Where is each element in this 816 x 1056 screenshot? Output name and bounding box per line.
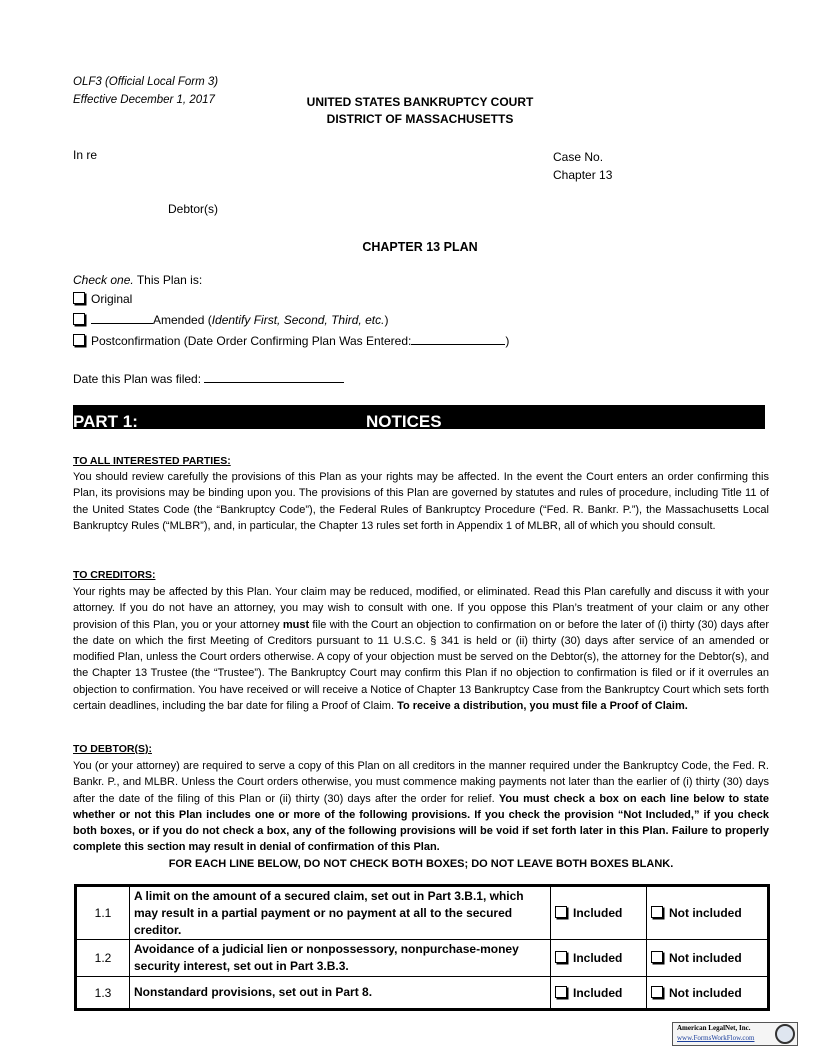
- plan-title: CHAPTER 13 PLAN: [362, 240, 478, 254]
- debtors-label: Debtor(s): [168, 202, 219, 216]
- postconfirmation-close: ): [505, 334, 510, 348]
- included-label: Included: [573, 985, 623, 1000]
- not-included-label: Not included: [669, 985, 742, 1000]
- not-included-option[interactable]: [647, 977, 769, 1010]
- postconfirmation-checkbox[interactable]: [73, 334, 85, 346]
- this-plan-is-text: This Plan is:: [133, 273, 203, 287]
- court-line-1: UNITED STATES BANKRUPTCY COURT: [306, 95, 534, 109]
- included-checkbox[interactable]: [555, 986, 567, 998]
- logo-emblem-icon: [775, 1024, 795, 1044]
- to-debtors-bold: You must check a box on each line below to state whether or not this Plan includes one or more of the following provisions. If you check the provision “Not Included,” if you check both boxes, or if you do not check a box, any of the following provisions will be void if set forth later in this Plan. Failure to properly complete this section may result in denial of confirmation of this Plan.: [73, 792, 769, 854]
- amended-label: Amended (: [153, 313, 212, 327]
- amended-hint: Identify First, Second, Third, etc.: [211, 313, 385, 327]
- to-debtors-text-a: You (or your attorney) are required to serve a copy of this Plan on all creditors in the manner required under the Bankruptcy Code, the Fed. R. Bankr. P., and MLBR. Unless the Court orders otherwise, you must commence making payments not later than the earlier of (i) thirty (30) days after the date of the filing of this Plan or (ii) thirty (30) days after the order for relief.: [73, 760, 769, 805]
- form-id-text: OLF3 (Official Local Form 3): [73, 76, 219, 88]
- confirmation-date-blank[interactable]: [411, 344, 505, 345]
- part1-header: [73, 405, 765, 429]
- to-all-text: You should review carefully the provisions of this Plan as your rights may be affected. In the event the Court enters an order confirming this Plan, its provisions may be binding upon you. The provisions of this Plan are governed by statutes and rules of procedure, including Title 11 of the United States Code (the “Bankruptcy Code”), the Federal Rules of Bankruptcy Procedure (“Fed. R. Bankr. P.”), the Massachusetts Local Bankruptcy Rules (“MLBR”), and, in particular, the Chapter 13 rules set forth in Appendix 1 of MLBR, all of which you should consult.: [73, 471, 769, 532]
- amended-close: ): [384, 313, 389, 327]
- not-included-option[interactable]: [647, 940, 769, 977]
- to-all-heading: TO ALL INTERESTED PARTIES:: [73, 455, 231, 467]
- logo-url[interactable]: www.FormsWorkFlow.com: [677, 1034, 755, 1042]
- to-debtors-heading: TO DEBTOR(S):: [73, 743, 152, 755]
- option-amended[interactable]: [73, 313, 388, 327]
- to-debtors-paragraph: [73, 758, 769, 856]
- not-included-label: Not included: [669, 951, 742, 965]
- part1-title: NOTICES: [366, 412, 442, 429]
- not-included-checkbox[interactable]: [651, 986, 663, 998]
- provision-number: 1.3: [76, 977, 130, 1010]
- included-option[interactable]: [551, 977, 647, 1010]
- check-one-text: Check one.: [73, 273, 134, 287]
- to-creditors-bold: To receive a distribution, you must file a Proof of Claim.: [397, 700, 688, 713]
- amended-number-blank[interactable]: [91, 323, 153, 324]
- legalnet-logo[interactable]: [672, 1022, 798, 1046]
- included-option[interactable]: [551, 940, 647, 977]
- to-creditors-paragraph: [73, 584, 769, 714]
- included-label: Included: [573, 951, 623, 965]
- court-line-2: DISTRICT OF MASSACHUSETTS: [326, 112, 514, 126]
- checkbox-instruction: FOR EACH LINE BELOW, DO NOT CHECK BOTH BOXES; DO NOT LEAVE BOTH BOXES BLANK.: [168, 858, 674, 870]
- to-creditors-text-b: file with the Court an objection to confirmation on or before the later of (i) thirty (30) days after the date on which the first Meeting of Creditors pursuant to 11 U.S.C. § 341 is held or (ii) thirty (30) days after service of an amended or modified Plan, unless the Court orders otherwise. A copy of your objection must be served on the Debtor(s), the attorney for the Debtor(s), and the Chapter 13 Trustee (the “Trustee”). The Bankruptcy Court may confirm this Plan if no objection to confirmation is filed or if it overrules an objection to confirmation. You have received or will receive a Notice of Chapter 13 Bankruptcy Case from the Bankruptcy Court which sets forth certain deadlines, including the bar date for filing a Proof of Claim.: [73, 618, 769, 713]
- postconfirmation-label: Postconfirmation (Date Order Confirming Plan Was Entered:: [91, 334, 412, 348]
- table-row: [76, 940, 769, 977]
- date-filed-blank[interactable]: [204, 382, 344, 383]
- provision-number: 1.1: [76, 886, 130, 940]
- case-number-label: Case No.: [553, 150, 604, 164]
- effective-date-text: Effective December 1, 2017: [73, 94, 215, 106]
- to-all-paragraph: [73, 469, 769, 534]
- logo-company: American LegalNet, Inc.: [677, 1024, 751, 1032]
- not-included-checkbox[interactable]: [651, 951, 663, 963]
- not-included-option[interactable]: [647, 886, 769, 940]
- included-checkbox[interactable]: [555, 951, 567, 963]
- amended-checkbox[interactable]: [73, 313, 85, 325]
- chapter-label: Chapter 13: [553, 168, 613, 182]
- to-creditors-text-a: Your rights may be affected by this Plan. Your claim may be reduced, modified, or eliminated. Read this Plan carefully and discuss it with your attorney. If you do not have an attorney, you may wish to consult with one. If you oppose this Plan’s treatment of your claim or any other provision of this Plan, you or your attorney: [73, 586, 769, 631]
- to-creditors-heading: TO CREDITORS:: [73, 569, 156, 581]
- table-row: [76, 977, 769, 1010]
- included-label: Included: [573, 906, 623, 920]
- included-option[interactable]: [551, 886, 647, 940]
- option-original[interactable]: [73, 292, 132, 306]
- provision-number: 1.2: [76, 940, 130, 977]
- provision-description: Nonstandard provisions, set out in Part 8.: [130, 977, 551, 1010]
- part1-label: PART 1:: [73, 412, 138, 429]
- original-checkbox[interactable]: [73, 292, 85, 304]
- date-filed-label: Date this Plan was filed:: [73, 372, 205, 386]
- table-row: [76, 886, 769, 940]
- original-label: Original: [91, 292, 133, 306]
- option-postconfirmation[interactable]: [73, 334, 509, 348]
- included-checkbox[interactable]: [555, 906, 567, 918]
- not-included-checkbox[interactable]: [651, 906, 663, 918]
- case-info: [553, 148, 612, 184]
- not-included-label: Not included: [669, 906, 742, 920]
- form-identifier: [73, 73, 218, 109]
- date-filed-row: [73, 372, 344, 386]
- to-creditors-must: must: [282, 618, 310, 631]
- provision-description: Avoidance of a judicial lien or nonpossessory, nonpurchase-money security interest, set out in Part 3.B.3.: [130, 940, 551, 977]
- in-re-label: In re: [73, 148, 98, 162]
- plan-type-prompt: [73, 273, 202, 287]
- provision-description: A limit on the amount of a secured claim, set out in Part 3.B.1, which may result in a partial payment or no payment at all to the secured creditor.: [130, 886, 551, 940]
- provisions-table: [74, 884, 770, 1011]
- court-name: [280, 94, 560, 128]
